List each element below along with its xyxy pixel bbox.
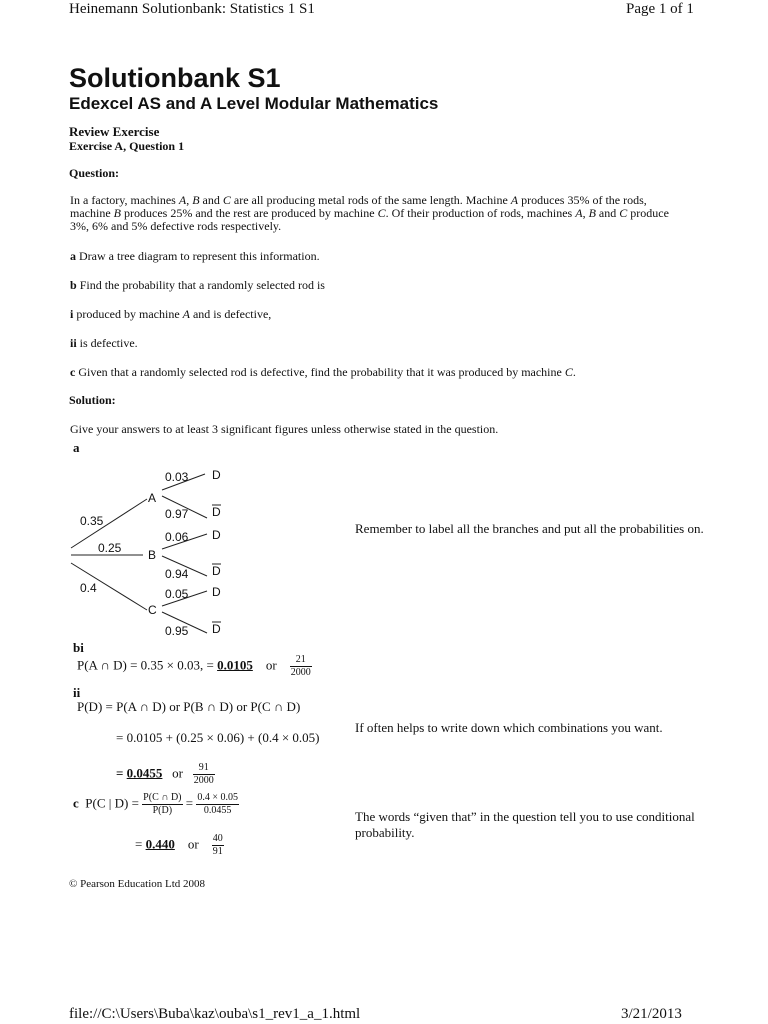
c-answer: 0.440 (145, 836, 175, 852)
bii-fraction: $\frac{91}{2000}$ (193, 762, 214, 786)
footer-file-path: file://C:\Users\Buba\kaz\ouba\s1_rev1_a_1.html (69, 1006, 361, 1022)
prob-notD-given-A: 0.97 (165, 507, 189, 521)
c-fraction-2: $\frac{0.4 \times 0.05}{0.0455}$ (197, 792, 238, 816)
outcome-B-notD: D (212, 564, 221, 578)
bi-answer: 0.0105 (217, 657, 253, 673)
note-given-that: The words “given that” in the question tell you to use conditional probability. (355, 809, 695, 840)
page-header-title: Heinemann Solutionbank: Statistics 1 S1 (69, 1, 315, 17)
question-part-c: c Given that a randomly selected rod is defective, find the probability that it was produced by machine C. (70, 365, 576, 379)
c-working: c P(C | D) = $\frac{P(C \cap D)}{P(D)}$ = $\frac{0.4 \times 0.05}{0.0455}$ (73, 792, 238, 816)
page-title: Solutionbank S1 (69, 63, 281, 93)
solution-part-bi-label: bi (73, 640, 84, 655)
c-fraction-3: $\frac{40}{91}$ (212, 833, 223, 857)
outcome-B-D: D (212, 528, 221, 542)
c-fraction-1: $\frac{P(C \cap D)}{P(D)}$ (143, 792, 182, 816)
bi-working: P(A ∩ D) = 0.35 × 0.03, = 0.0105 or $\frac{21}{2000}$ (77, 654, 311, 678)
page-number: Page 1 of 1 (626, 1, 694, 17)
prob-B: 0.25 (98, 541, 122, 555)
prob-D-given-C: 0.05 (165, 587, 189, 601)
prob-C: 0.4 (80, 581, 97, 595)
outcome-A-notD: D (212, 505, 221, 519)
question-heading: Question: (69, 166, 120, 180)
note-combinations: If often helps to write down which combinations you want. (355, 720, 663, 735)
node-A: A (148, 491, 157, 505)
bii-line-1: P(D) = P(A ∩ D) or P(B ∩ D) or P(C ∩ D) (77, 699, 301, 714)
note-tree: Remember to label all the branches and put all the probabilities on. (355, 521, 704, 536)
bii-line-2: = 0.0105 + (0.25 × 0.06) + (0.4 × 0.05) (116, 730, 320, 745)
question-text-line-2: machine B produces 25% and the rest are produced by machine C. Of their production of rods, machines A, B and C produce (70, 206, 669, 220)
section-heading: Review Exercise (69, 124, 160, 139)
question-part-bi: i produced by machine A and is defective, (70, 307, 272, 321)
outcome-C-D: D (212, 585, 221, 599)
bi-fraction: $\frac{21}{2000}$ (290, 654, 311, 678)
prob-notD-given-C: 0.95 (165, 624, 189, 638)
question-text-line-1: In a factory, machines A, B and C are all producing metal rods of the same length. Machine A produces 35% of the rods, (70, 193, 647, 207)
bii-answer: 0.0455 (126, 765, 163, 781)
node-B: B (148, 548, 157, 562)
prob-D-given-A: 0.03 (165, 470, 189, 484)
outcome-C-notD: D (212, 622, 221, 636)
c-result: = 0.440 or $\frac{40}{91}$ (135, 833, 223, 857)
question-text-line-3: 3%, 6% and 5% defective rods respectively. (70, 219, 282, 233)
copyright: © Pearson Education Ltd 2008 (69, 878, 206, 890)
exercise-heading: Exercise A, Question 1 (69, 139, 185, 153)
page-subtitle: Edexcel AS and A Level Modular Mathematics (69, 94, 439, 113)
prob-A: 0.35 (80, 514, 104, 528)
outcome-A-D: D (212, 468, 221, 482)
question-part-a: a Draw a tree diagram to represent this information. (70, 249, 320, 263)
prob-D-given-B: 0.06 (165, 530, 189, 544)
solution-part-a-label: a (73, 440, 80, 455)
bii-result: = 0.0455 or $\frac{91}{2000}$ (116, 762, 214, 786)
solution-part-bii-label: ii (73, 685, 81, 700)
solution-intro: Give your answers to at least 3 significant figures unless otherwise stated in the question. (70, 422, 499, 436)
node-C: C (148, 603, 157, 617)
prob-notD-given-B: 0.94 (165, 567, 189, 581)
footer-date: 3/21/2013 (621, 1006, 682, 1022)
question-part-b: b Find the probability that a randomly selected rod is (70, 278, 325, 292)
solution-heading: Solution: (69, 393, 116, 407)
question-part-bii: ii is defective. (70, 336, 138, 350)
